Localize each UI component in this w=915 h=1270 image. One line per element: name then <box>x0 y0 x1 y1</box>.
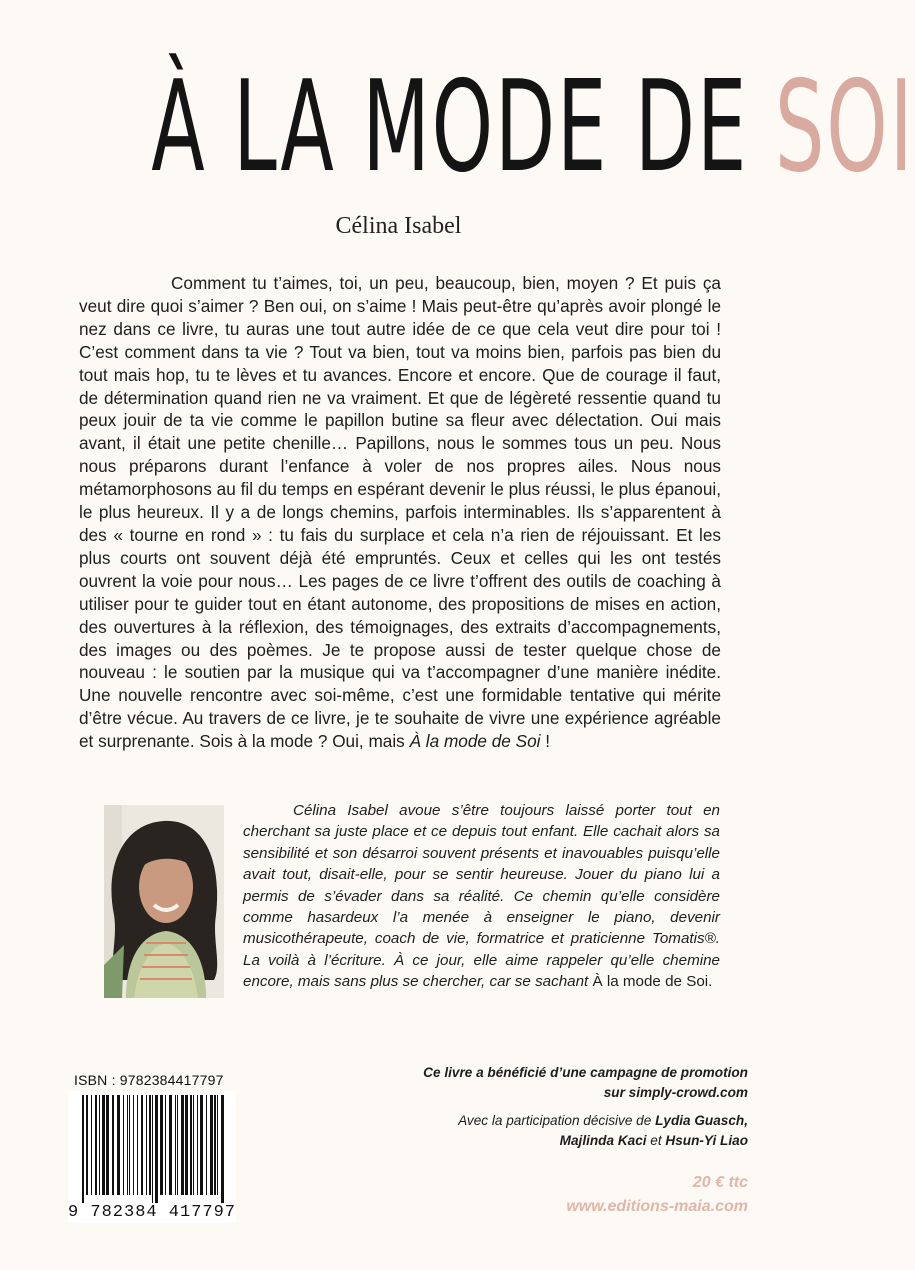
title-main: À LA MODE DE <box>151 53 775 200</box>
barcode-bar <box>133 1095 134 1195</box>
barcode-bar <box>190 1095 192 1195</box>
thanks-mid: et <box>646 1132 666 1148</box>
barcode-bar <box>155 1095 158 1203</box>
price: 20 € ttc <box>692 1174 748 1191</box>
thanks-name-1: Lydia Guasch, <box>655 1113 748 1128</box>
blurb-body: Comment tu t’aimes, toi, un peu, beaucoup, bien, moyen ? Et puis ça veut dire quoi s’aimer ? Ben oui, on s’aime ! Mais peut-être qu’après avoir plongé le nez dans ce livre, tu auras une tout autre idée de ce que cela veut dire pour toi ! C’est comment dans ta vie ? Tout va bien, tout va moins bien, parfois pas bien du tout mais hop, tu te lèves et tu avances. Encore et encore. Que de courage il faut, de détermination quand rien ne va vraiment. Et que de légèreté ressentie quand tu peux jouir de ta vie comme le papillon butine sa fleur avec délectation. Oui mais avant, il était une petite chenille… Papillons, nous le sommes tous un peu. Nous nous préparons durant l’enfance à voler de nos propres ailes. Nous nous métamorphosons au fil du temps en espérant devenir le plus réussi, le plus épanoui, le plus heureux. Il y a de longs chemins, parfois interminables. Ils s’apparentent à des « tourne en rond » : tu fais du surplace et cela n’a rien de réjouissant. Et les plus courts ont souvent déjà été empruntés. Ceux et celles qui les ont testés ouvrent la voie pour nous… Les pages de ce livre t’offrent des outils de coaching à utiliser pour te guider tout en étant autonome, des propositions de mises en action, des ouvertures à la réflexion, des témoignages, des extraits d’accompagnements, des images ou des poèmes. Je te propose aussi de tester quelque chose de nouveau : le soutien par la musique qui va t’accompagner d’une manière inédite. Une nouvelle rencontre avec soi-même, c’est une formidable tentative qui mérite d’être vécue. Au travers de ce livre, je te souhaite de vivre une expérience agréable et surprenante. Sois à la mode ? Oui, mais <box>79 273 721 752</box>
barcode-bar <box>91 1095 92 1195</box>
barcode-bar <box>123 1095 124 1195</box>
thanks-name-2: Majlinda Kaci <box>559 1132 647 1148</box>
isbn-barcode <box>68 1091 236 1223</box>
author-bio <box>243 800 720 993</box>
barcode-bar <box>129 1095 130 1195</box>
blurb-italic-title: À la mode de Soi <box>409 731 541 752</box>
acknowledgement <box>328 1111 748 1150</box>
barcode-bar <box>210 1095 213 1195</box>
barcode-bar <box>102 1095 105 1195</box>
bio-end: À la mode de Soi. <box>588 973 713 991</box>
promo-note <box>328 1063 748 1102</box>
title-accent: SOI <box>774 53 915 200</box>
promo-line-2: sur simply-crowd.com <box>603 1084 748 1100</box>
barcode-bar <box>185 1095 188 1195</box>
book-title <box>151 52 915 202</box>
barcode-bar <box>141 1095 143 1195</box>
barcode-bar <box>193 1095 194 1195</box>
barcode-bar <box>106 1095 109 1195</box>
barcode-bar <box>197 1095 198 1195</box>
barcode-bar <box>137 1095 138 1195</box>
thanks-name-3: Hsun-Yi Liao <box>665 1132 748 1148</box>
barcode-bar <box>146 1095 147 1195</box>
barcode-bar <box>165 1095 166 1195</box>
barcode-bar <box>217 1095 218 1195</box>
barcode-digits: 9 782384 417797 <box>67 1203 237 1222</box>
promo-line-1: Ce livre a bénéficié d’une campagne de promotion <box>423 1065 748 1080</box>
barcode-bar <box>206 1095 207 1195</box>
isbn-label: ISBN : 9782384417797 <box>74 1072 224 1088</box>
bio-italic: Célina Isabel avoue s’être toujours laissé porter tout en cherchant sa juste place et ce depuis tout enfant. Elle cachait alors sa sensibilité et son désarroi souvent présents et inavouables puisqu’elle avait tout, disait-elle, pour se sentir heureuse. Jouer du piano lui a permis de s’évader dans sa réalité. Ce chemin qu’elle considère comme hasardeux l’a menée à enseigner le piano, devenir musicothérapeute, coach de vie, formatrice et praticienne Tomatis®. La voilà à l’écriture. À ce jour, elle aime rappeler qu’elle chemine encore, mais sans plus se chercher, car se sachant <box>243 802 720 991</box>
blurb-text <box>79 272 721 753</box>
publisher-website[interactable]: www.editions-maia.com <box>566 1198 748 1215</box>
barcode-bar <box>169 1095 172 1195</box>
barcode-bar <box>112 1095 114 1195</box>
barcode-bar <box>160 1095 163 1195</box>
barcode-bar <box>221 1095 224 1203</box>
author-name: Célina Isabel <box>335 213 462 239</box>
barcode-graphic <box>68 1091 236 1223</box>
barcode-bar <box>117 1095 120 1195</box>
thanks-pre: Avec la participation décisive de <box>458 1113 656 1128</box>
barcode-bar <box>177 1095 178 1195</box>
barcode-bar <box>200 1095 203 1195</box>
barcode-bar <box>99 1095 100 1195</box>
barcode-bar <box>95 1095 97 1195</box>
author-portrait-illustration <box>104 805 224 998</box>
blurb-end: ! <box>540 731 551 752</box>
barcode-bar <box>181 1095 184 1195</box>
barcode-bar <box>175 1095 176 1195</box>
barcode-bar <box>82 1095 84 1203</box>
barcode-bar <box>152 1095 153 1203</box>
barcode-bar <box>86 1095 88 1195</box>
barcode-bar <box>149 1095 151 1195</box>
barcode-bar <box>214 1095 216 1195</box>
barcode-bar <box>127 1095 128 1195</box>
author-photo <box>104 805 224 998</box>
